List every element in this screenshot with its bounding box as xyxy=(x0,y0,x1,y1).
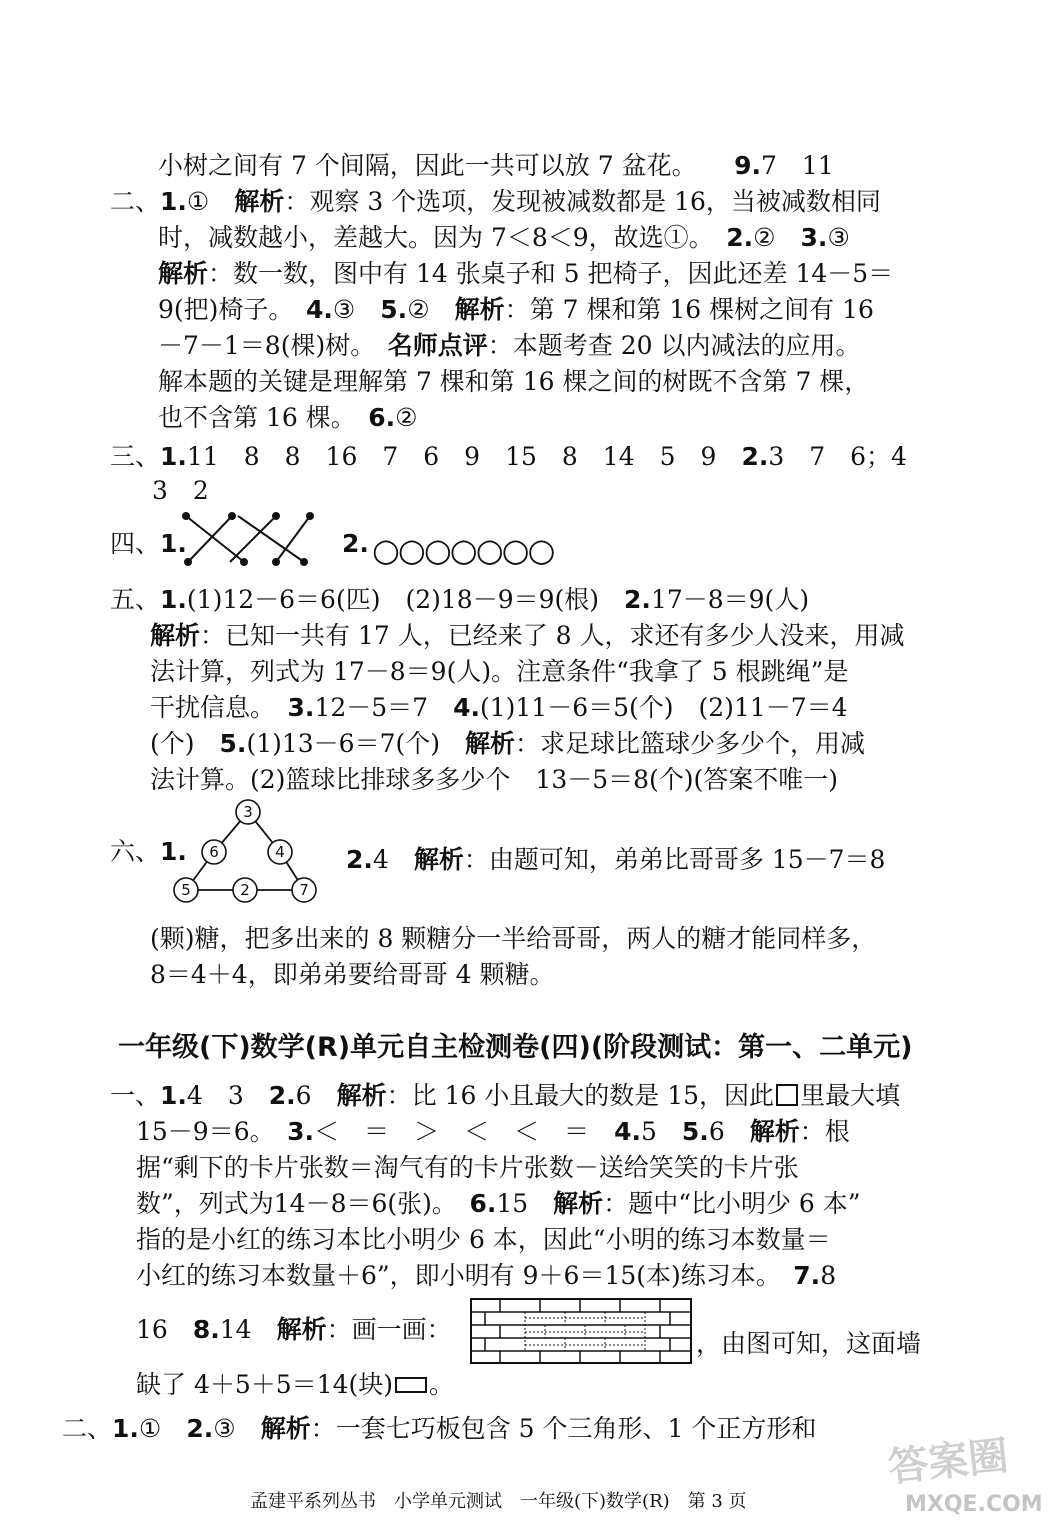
section-3-line-1: 三、1.11 8 8 16 7 6 9 15 8 14 5 9 2.3 7 6；4 xyxy=(110,442,907,471)
text-line: 2.4 解析：由题可知，弟弟比哥哥多 15－7＝8 xyxy=(346,845,886,874)
text-line: －7－1＝8(棵)树。 名师点评：本题考查 20 以内减法的应用。 xyxy=(158,331,861,360)
triangle-num: 4 xyxy=(275,843,285,861)
circles-row: ○○○○○○○ xyxy=(372,531,554,569)
triangle-num: 2 xyxy=(240,881,250,899)
text-line: 缺了 4＋5＋5＝14(块) 。 xyxy=(136,1370,454,1399)
text-line: ，由图可知，这面墙 xyxy=(696,1329,922,1358)
text-line: 指的是小红的练习本比小明少 6 本，因此“小明的练习本数量＝ xyxy=(136,1225,831,1254)
watermark-url: MXQE.COM xyxy=(905,1492,1043,1517)
text-line: 15－9＝6。 3.＜ ＝ ＞ ＜ ＜ ＝ 4.5 5.6 解析：根 xyxy=(136,1117,850,1146)
section-4-q2: 2. xyxy=(342,529,369,558)
section-6-label: 六、1. xyxy=(110,837,187,866)
triangle-num: 3 xyxy=(243,803,253,821)
text-line: 数”，列式为14－8＝6(张)。 6.15 解析：题中“比小明少 6 本” xyxy=(136,1189,861,1218)
section-5-line-1: 五、1.(1)12－6＝6(匹) (2)18－9＝9(根) 2.17－8＝9(人) xyxy=(110,585,810,614)
section-title: 一年级(下)数学(R)单元自主检测卷(四)(阶段测试：第一、二单元) xyxy=(118,1032,913,1063)
blank-box-icon xyxy=(776,1084,798,1106)
text-line: 解本题的关键是理解第 7 棵和第 16 棵之间的树既不含第 7 棵， xyxy=(158,367,870,396)
triangle-num: 7 xyxy=(299,881,309,899)
watermark-logo: 答案圈 xyxy=(886,1432,1011,1492)
text-line: 3 2 xyxy=(152,476,209,505)
test4-section-2: 二、1.① 2.③ 解析：一套七巧板包含 5 个三角形、1 个正方形和 xyxy=(62,1414,817,1443)
text-line: (颗)糖，把多出来的 8 颗糖分一半给哥哥，两人的糖才能同样多， xyxy=(150,924,877,953)
text-line: 时，减数越小，差越大。因为 7＜8＜9，故选①。 2.② 3.③ xyxy=(158,223,850,252)
brick-wall-diagram xyxy=(470,1298,692,1364)
text-line: 9(把)椅子。 4.③ 5.② 解析：第 7 棵和第 16 棵树之间有 16 xyxy=(158,295,874,324)
matching-lines-diagram xyxy=(180,508,320,570)
text-line: 据“剩下的卡片张数＝淘气有的卡片张数－送给笑笑的卡片张 xyxy=(136,1153,799,1182)
text-line: 8＝4＋4，即弟弟要给哥哥 4 颗糖。 xyxy=(150,960,555,989)
text-line: 法计算，列式为 17－8＝9(人)。注意条件“我拿了 5 根跳绳”是 xyxy=(150,657,849,686)
text-line: 16 8.14 解析：画一画： xyxy=(136,1315,452,1344)
text-line: 解析：已知一共有 17 人，已经来了 8 人，求还有多少人没来，用减 xyxy=(150,621,905,650)
test4-line-1: 一、1.4 3 2.6 解析：比 16 小且最大的数是 15，因此 里最大填 xyxy=(110,1081,901,1110)
number-triangle-diagram xyxy=(168,795,328,915)
text-line: 也不含第 16 棵。 6.② xyxy=(158,403,418,432)
triangle-num: 5 xyxy=(181,881,191,899)
page-footer: 孟建平系列丛书 小学单元测试 一年级(下)数学(R) 第 3 页 xyxy=(250,1491,747,1512)
section-4-line: 四、1. xyxy=(110,529,187,558)
text-line: 法计算。(2)篮球比排球多多少个 13－5＝8(个)(答案不唯一) xyxy=(150,765,839,794)
text-line: 小树之间有 7 个间隔，因此一共可以放 7 盆花。 9.7 11 xyxy=(158,151,834,180)
text-line: 小红的练习本数量＋6”，即小明有 9＋6＝15(本)练习本。 7.8 xyxy=(136,1261,837,1290)
text-line: 解析：数一数，图中有 14 张桌子和 5 把椅子，因此还差 14－5＝ xyxy=(158,259,894,288)
triangle-num: 6 xyxy=(209,843,219,861)
section-2-line-1: 二、1.① 解析：观察 3 个选项，发现被减数都是 16，当被减数相同 xyxy=(110,187,881,216)
text-line: 干扰信息。 3.12－5＝7 4.(1)11－6＝5(个) (2)11－7＝4 xyxy=(150,693,848,722)
text-line: (个) 5.(1)13－6＝7(个) 解析：求足球比篮球少多少个，用减 xyxy=(150,729,866,758)
brick-icon xyxy=(395,1377,427,1393)
